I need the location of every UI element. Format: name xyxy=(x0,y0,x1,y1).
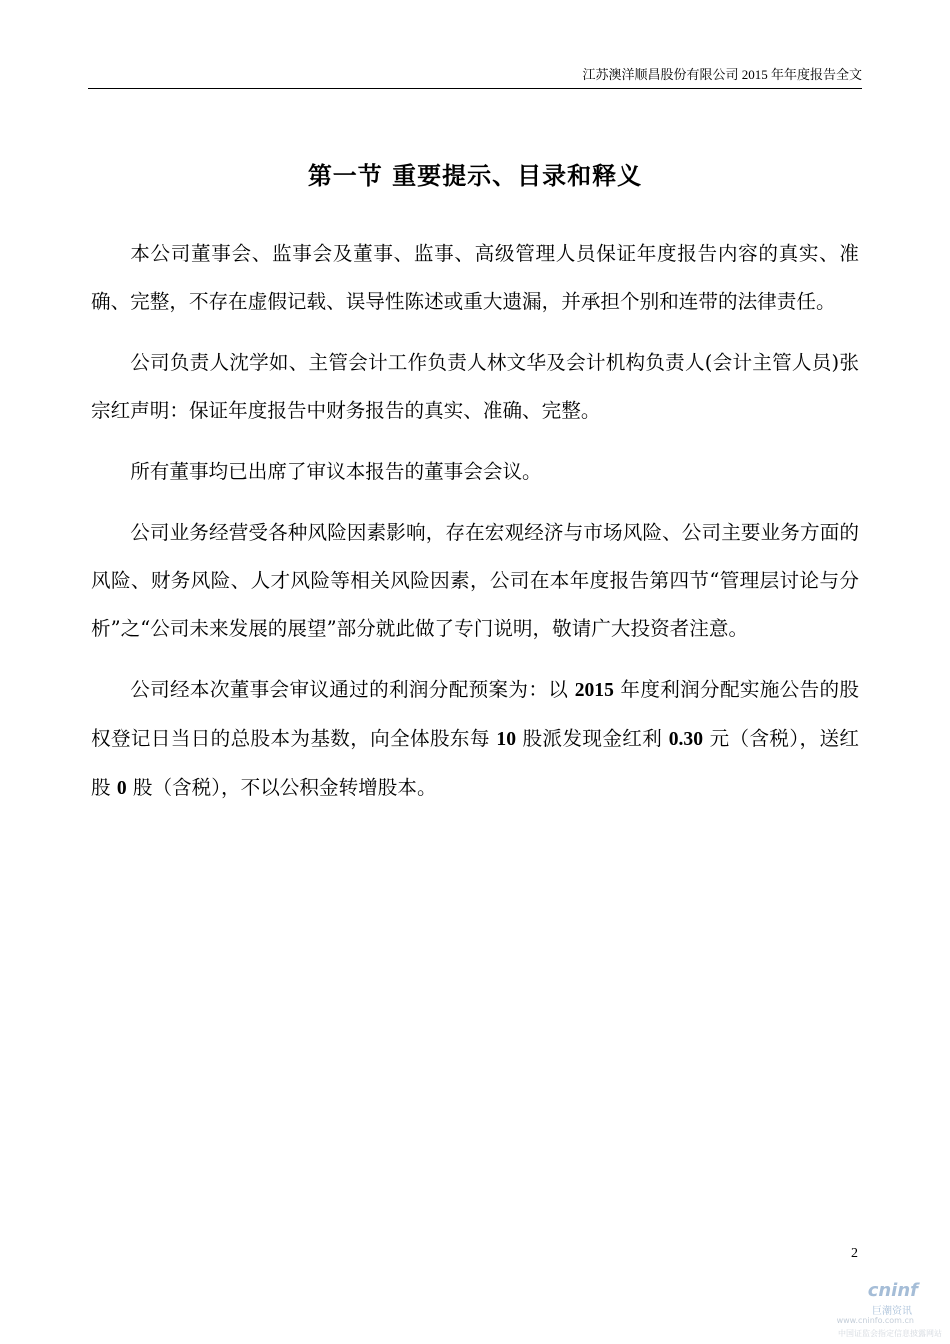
watermark-url: www.cninfo.com.cn xyxy=(836,1316,914,1325)
dividend-text-2: 年度利润分配实施公告的股权登记日当日的总股本为基数，向全体股东每 xyxy=(91,678,859,750)
cninfo-watermark xyxy=(822,1280,942,1340)
paragraph-risk: 公司业务经营受各种风险因素影响，存在宏观经济与市场风险、公司主要业务方面的风险、财务风险、人才风险等相关风险因素，公司在本年度报告第四节“管理层讨论与分析”之“公司未来发展的展望”部分就此做了专门说明，敬请广大投资者注意。 xyxy=(91,521,859,640)
dividend-text-1: 公司经本次董事会审议通过的利润分配预案为：以 xyxy=(130,678,575,701)
page-number: 2 xyxy=(851,1246,858,1261)
dividend-per-shares: 10 xyxy=(496,729,516,750)
watermark-line: 中国证监会指定信息披露网站 xyxy=(838,1329,942,1338)
header-rule xyxy=(88,88,862,89)
header-title: 江苏澳洋顺昌股份有限公司 2015 年年度报告全文 xyxy=(582,67,862,82)
dividend-year: 2015 xyxy=(574,680,614,701)
paragraph-statement: 公司负责人沈学如、主管会计工作负责人林文华及会计机构负责人(会计主管人员)张宗红声明：保证年度报告中财务报告的真实、准确、完整。 xyxy=(91,351,859,422)
dividend-text-3: 股派发现金红利 xyxy=(515,727,669,750)
dividend-text-4: 元（含税），送红股 xyxy=(91,727,859,799)
paragraph-attendance: 所有董事均已出席了审议本报告的董事会会议。 xyxy=(130,460,542,483)
section-title: 第一节 重要提示、目录和释义 xyxy=(307,161,643,190)
dividend-text-5: 股（含税），不以公积金转增股本。 xyxy=(126,776,437,799)
paragraph-responsibility: 本公司董事会、监事会及董事、监事、高级管理人员保证年度报告内容的真实、准确、完整，不存在虚假记载、误导性陈述或重大遗漏，并承担个别和连带的法律责任。 xyxy=(91,242,859,313)
dividend-cash: 0.30 xyxy=(668,729,704,750)
dividend-bonus: 0 xyxy=(116,778,127,799)
watermark-logo: cninf xyxy=(867,1280,918,1301)
paragraph-dividend xyxy=(91,666,859,813)
watermark-sub: 巨潮资讯 xyxy=(872,1306,912,1317)
document-body xyxy=(91,230,859,826)
